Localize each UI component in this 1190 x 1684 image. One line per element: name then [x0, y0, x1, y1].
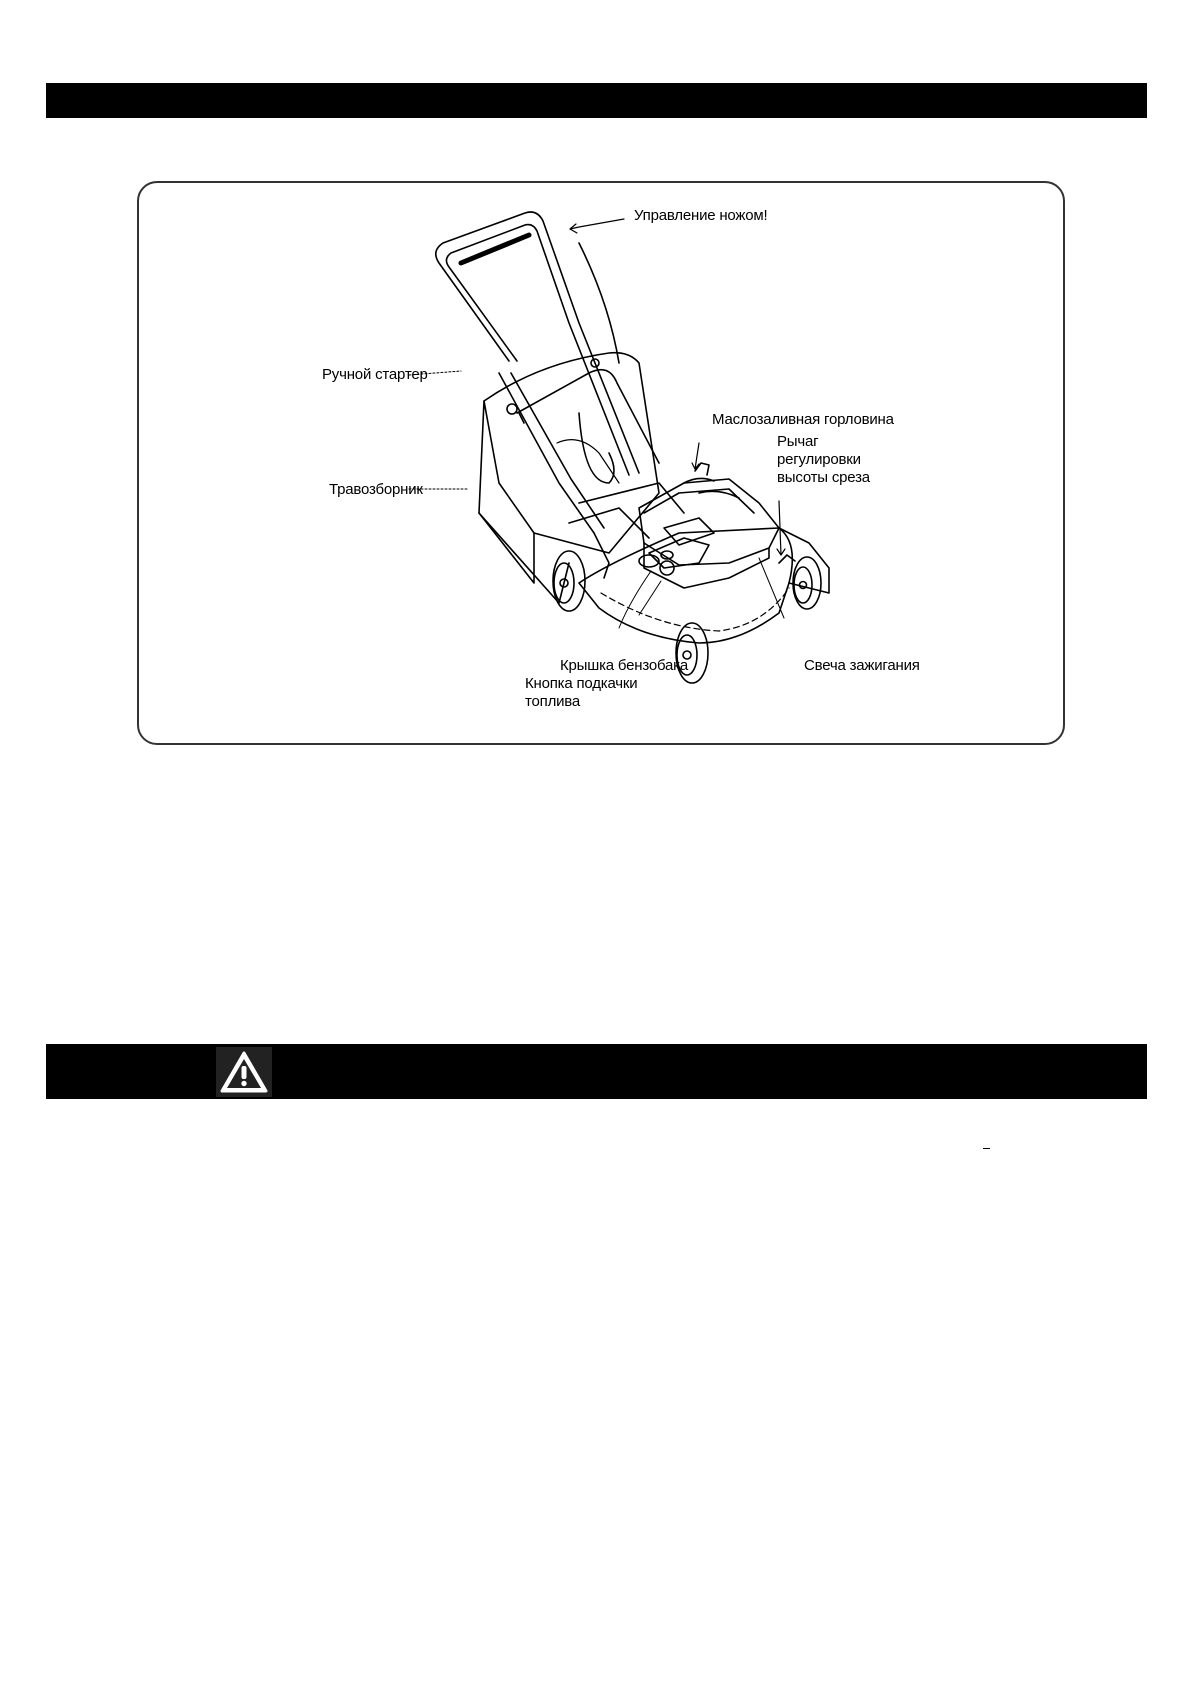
section-header-bar [46, 83, 1147, 118]
label-grass-catcher: Травозборник [329, 481, 423, 498]
warning-triangle-icon [216, 1047, 272, 1097]
warning-header-bar [46, 1044, 1147, 1099]
label-height-lever: Рычаг регулировки высоты среза [777, 433, 870, 486]
label-blade-control: Управление ножом! [634, 207, 768, 224]
label-primer-button: Кнопка подкачки топлива [525, 675, 638, 710]
stray-mark [983, 1148, 990, 1149]
label-fuel-cap: Крышка бензобака [560, 657, 689, 674]
mower-diagram [137, 181, 1065, 745]
label-spark-plug: Свеча зажигания [804, 657, 920, 674]
label-manual-starter: Ручной стартер [322, 366, 428, 383]
label-oil-filler: Маслозаливная горловина [712, 411, 894, 428]
